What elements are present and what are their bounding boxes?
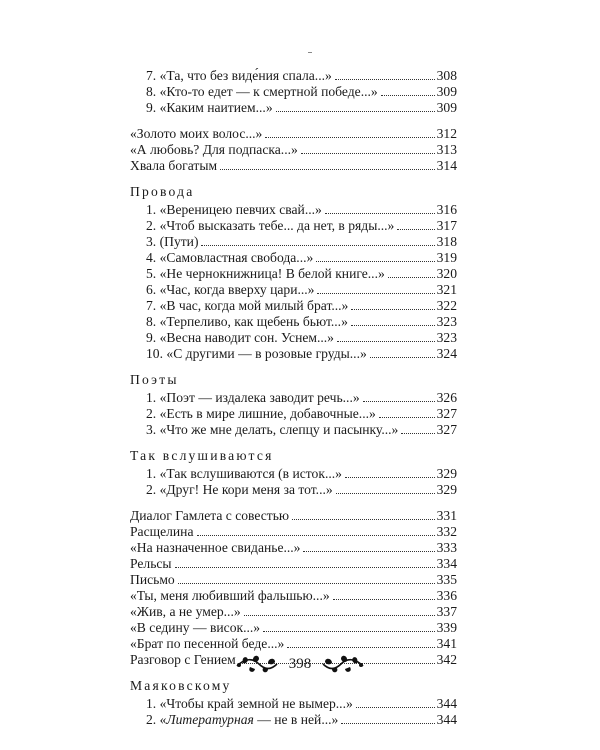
toc-page: 344 (436, 712, 457, 727)
toc-page: 339 (436, 620, 457, 635)
toc-entry (130, 556, 457, 572)
toc-entry (130, 266, 457, 282)
toc-entry (130, 604, 457, 620)
toc-page: 342 (436, 652, 457, 667)
toc-title: Расщелина (130, 524, 194, 539)
toc-page: 341 (436, 636, 457, 651)
title-prefix: 2. « (146, 712, 167, 727)
toc-title: 5. «Не чернокнижница! В белой книге...» (146, 266, 385, 281)
toc-title: 8. «Кто-то едет — к смертной победе...» (146, 84, 378, 99)
page-footer (0, 652, 600, 676)
toc-title: 1. «Вереницею певчих свай...» (146, 202, 322, 217)
toc-entry (130, 68, 457, 84)
toc-page: 324 (436, 346, 457, 361)
leader-dots (401, 433, 434, 434)
toc-entry (130, 540, 457, 556)
toc-entry (130, 406, 457, 422)
leader-dots (388, 277, 435, 278)
toc-page: 322 (436, 298, 457, 313)
toc-entry (130, 636, 457, 652)
toc-title (146, 712, 338, 728)
toc-page: 318 (436, 234, 457, 249)
toc-entry (130, 482, 457, 498)
toc-entry (130, 314, 457, 330)
toc-page: 316 (436, 202, 457, 217)
toc-page: 331 (436, 508, 457, 523)
toc-page: 329 (436, 466, 457, 481)
toc-title: 9. «Весна наводит сон. Уснем...» (146, 330, 334, 345)
leader-dots (201, 245, 434, 246)
toc-title: 2. «Чтоб высказать тебе... да нет, в ряды...» (146, 218, 395, 233)
toc-entry (130, 696, 457, 712)
toc-entry (130, 508, 457, 524)
leader-dots (244, 615, 435, 616)
toc-page: 312 (436, 126, 457, 141)
leader-dots (265, 137, 434, 138)
leader-dots (220, 169, 435, 170)
toc-entry (130, 202, 457, 218)
top-mark (308, 52, 312, 53)
title-suffix: — не в ней...» (253, 712, 339, 727)
leader-dots (356, 707, 435, 708)
toc-page: 319 (436, 250, 457, 265)
leader-dots (276, 111, 435, 112)
section-heading-vslush: Так вслушиваются (130, 448, 274, 463)
leader-dots (287, 647, 434, 648)
leaf-ornament-left-icon (235, 654, 279, 674)
leader-dots (345, 477, 435, 478)
leaf-ornament-right-icon (321, 654, 365, 674)
toc-title: 9. «Каким наитием...» (146, 100, 273, 115)
leader-dots (337, 341, 435, 342)
leader-dots (292, 519, 435, 520)
toc-entry (130, 250, 457, 266)
toc-page: 327 (436, 422, 457, 437)
toc-page: 323 (436, 314, 457, 329)
toc-title: Диалог Гамлета с совестью (130, 508, 290, 523)
toc-entry (130, 218, 457, 234)
toc-entry (130, 234, 457, 250)
leader-dots (351, 309, 434, 310)
leader-dots (397, 229, 434, 230)
toc-title: Рельсы (130, 556, 172, 571)
leader-dots (325, 213, 435, 214)
toc-title: «Золото моих волос...» (130, 126, 263, 141)
toc-page: 314 (436, 158, 457, 173)
toc-entry (130, 84, 457, 100)
toc-page: 313 (436, 142, 457, 157)
toc-entry (130, 422, 457, 438)
leader-dots (197, 535, 435, 536)
leader-dots (370, 357, 435, 358)
toc-page: 337 (436, 604, 457, 619)
leader-dots (303, 551, 434, 552)
toc-entry (130, 100, 457, 116)
toc-title: 7. «В час, когда мой милый брат...» (146, 298, 349, 313)
toc-entry (130, 588, 457, 604)
toc-entry (130, 282, 457, 298)
toc-title: 10. «С другими — в розовые груды...» (146, 346, 367, 361)
toc-page: 317 (436, 218, 457, 233)
toc-entry (130, 346, 457, 362)
toc-page: 333 (436, 540, 457, 555)
toc-title: 2. «Есть в мире лишние, добавочные...» (146, 406, 376, 421)
toc-page: 329 (436, 482, 457, 497)
toc-page: 332 (436, 524, 457, 539)
toc-page: 309 (436, 84, 457, 99)
toc-entry (130, 466, 457, 482)
toc-entry (130, 712, 457, 728)
toc-entry (130, 330, 457, 346)
leader-dots (178, 583, 435, 584)
table-of-contents (130, 68, 457, 728)
toc-entry (130, 126, 457, 142)
leader-dots (351, 325, 435, 326)
toc-title: 4. «Самовластная свобода...» (146, 250, 314, 265)
toc-title: «Ты, меня любивший фальшью...» (130, 588, 330, 603)
leader-dots (175, 567, 435, 568)
toc-title: 2. «Друг! Не кори меня за тот...» (146, 482, 333, 497)
toc-entry (130, 572, 457, 588)
toc-page: 334 (436, 556, 457, 571)
toc-title: 7. «Та, что без виде́ния спала...» (146, 68, 332, 83)
toc-page: 323 (436, 330, 457, 345)
section-heading-mayak: Маяковскому (130, 678, 232, 693)
toc-title: 3. «Что же мне делать, слепцу и пасынку...» (146, 422, 399, 437)
leader-dots (263, 631, 435, 632)
toc-entry (130, 142, 457, 158)
leader-dots (363, 401, 435, 402)
leader-dots (335, 79, 435, 80)
toc-entry (130, 620, 457, 636)
leader-dots (379, 417, 435, 418)
toc-title: 1. «Так вслушиваются (в исток...» (146, 466, 342, 481)
toc-title: «В седину — висок...» (130, 620, 261, 635)
section-heading-poety: Поэты (130, 372, 179, 387)
toc-page: 327 (436, 406, 457, 421)
toc-title: 6. «Час, когда вверху цари...» (146, 282, 315, 297)
page-number: 398 (288, 655, 312, 672)
toc-page: 309 (436, 100, 457, 115)
toc-page: 336 (436, 588, 457, 603)
leader-dots (333, 599, 435, 600)
toc-entry (130, 158, 457, 174)
title-italic: Литературная (166, 712, 254, 727)
toc-title: 8. «Терпеливо, как щебень бьют...» (146, 314, 348, 329)
leader-dots (301, 153, 435, 154)
toc-title: 3. (Пути) (146, 234, 199, 249)
leader-dots (316, 261, 434, 262)
leader-dots (341, 723, 434, 724)
toc-page: 308 (436, 68, 457, 83)
toc-title: Хвала богатым (130, 158, 218, 173)
toc-page: 321 (436, 282, 457, 297)
toc-title: «Жив, а не умер...» (130, 604, 241, 619)
toc-title: 1. «Поэт — издалека заводит речь...» (146, 390, 360, 405)
toc-entry (130, 298, 457, 314)
toc-entry (130, 390, 457, 406)
toc-page: 344 (436, 696, 457, 711)
toc-page: 320 (436, 266, 457, 281)
toc-title: «На назначенное свиданье...» (130, 540, 301, 555)
leader-dots (336, 493, 435, 494)
toc-title: «А любовь? Для подпаска...» (130, 142, 298, 157)
leader-dots (381, 95, 435, 96)
toc-title: «Брат по песенной беде...» (130, 636, 285, 651)
toc-entry (130, 524, 457, 540)
toc-title: Письмо (130, 572, 175, 587)
toc-title: Разговор с Гением (130, 652, 236, 667)
section-heading-provoda: Провода (130, 184, 195, 199)
toc-title: 1. «Чтобы край земной не вымер...» (146, 696, 353, 711)
toc-page: 335 (436, 572, 457, 587)
toc-page: 326 (436, 390, 457, 405)
leader-dots (317, 293, 434, 294)
